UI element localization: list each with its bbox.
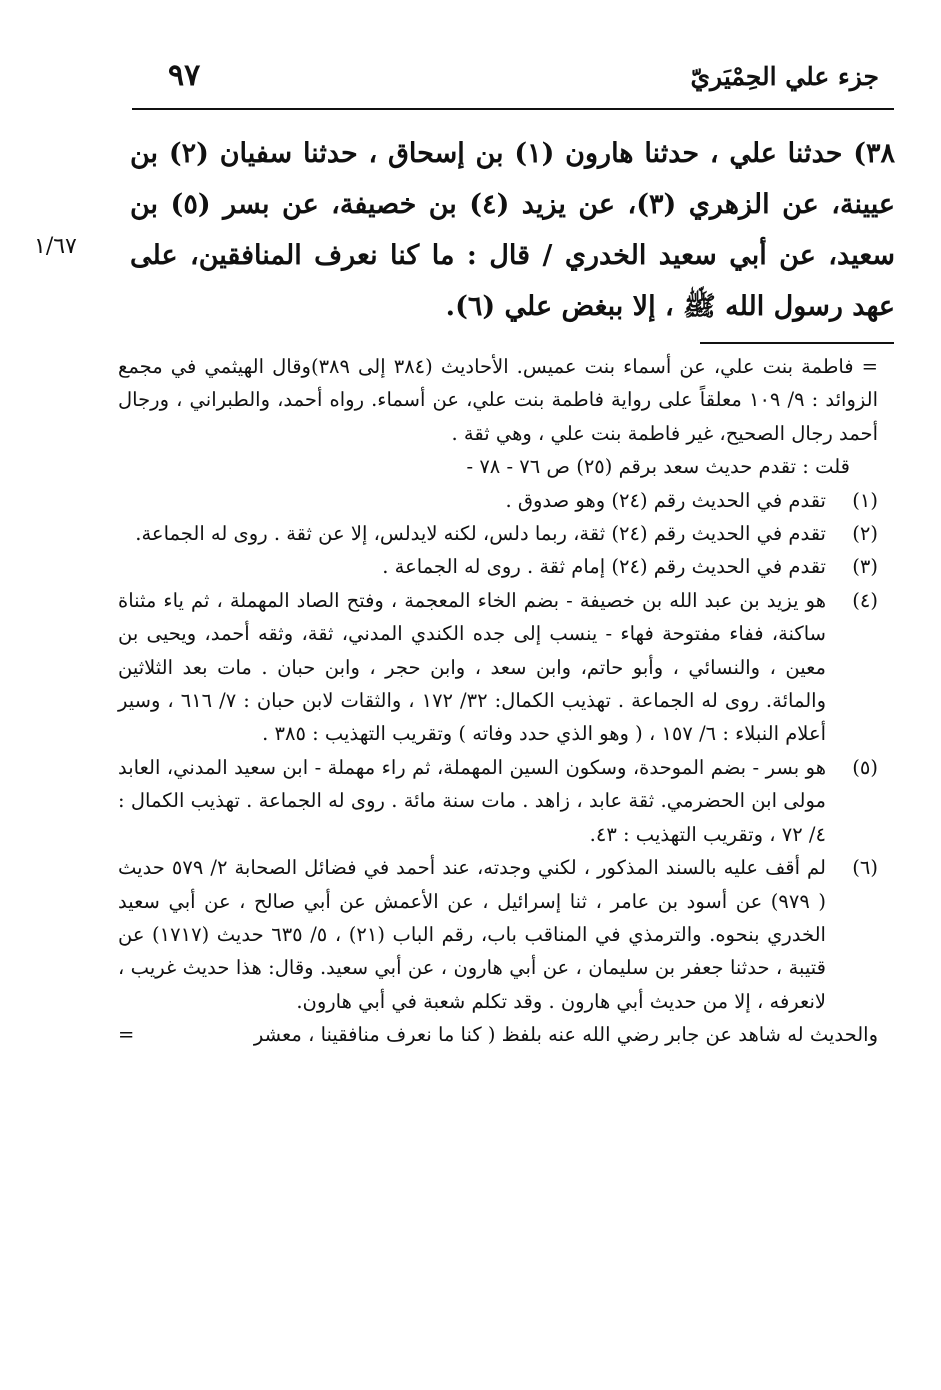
footnotes-section <box>118 350 878 1052</box>
footnote-continuation: = فاطمة بنت علي، عن أسماء بنت عميس. الأحاديث (٣٨٤ إلى ٣٨٩)وقال الهيثمي في مجمع الزوائد : ٩/ ١٠٩ معلقاً على رواية فاطمة بنت علي، عن أسماء. رواه أحمد، والطبراني ، ورجال أحمد رجال الصحيح، غير فاطمة بنت علي ، وهي ثقة . <box>118 355 879 445</box>
qult-note: قلت : تقدم حديث سعد برقم (٢٥) ص ٧٦ - ٧٨ - <box>466 455 850 479</box>
footnote-text: هو بسر - بضم الموحدة، وسكون السين المهملة، ثم راء مهملة - ابن سعيد المدني، العابد مولى ابن الحضرمي. ثقة عابد ، زاهد . مات سنة مائة . روى له الجماعة . تهذيب الكمال : ٤/ ٧٢ ، وتقريب التهذيب : ٤٣. <box>118 755 826 846</box>
hadith-text: ٣٨) حدثنا علي ، حدثنا هارون (١) بن إسحاق ، حدثنا سفيان (٢) بن عيينة، عن الزهري (٣)، عن يزيد (٤) بن خصيفة، عن بسر (٥) بن سعيد، عن أبي سعيد الخدري / قال : ما كنا نعرف المنافقين، على عهد رسول الله ﷺ ، إلا ببغض علي (٦). <box>130 138 895 322</box>
footnote-text: لم أقف عليه بالسند المذكور ، لكني وجدته، عند أحمد في فضائل الصحابة ٢/ ٥٧٩ حديث ( ٩٧٩) عن أسود بن عامر ، ثنا إسرائيل ، عن الأعمش عن أبي صالح ، عن أبي سعيد الخدري بنحوه. والترمذي في المناقب باب، رقم الباب (٢١) ، ٥/ ٦٣٥ حديث (١٧١٧) عن قتيبة ، حدثنا جعفر بن سليمان ، عن أبي هارون ، عن أبي سعيد. وقال: هذا حديث غريب ، لانعرفه ، إلا من حديث أبي هارون . وقد تكلم شعبة في أبي هارون. <box>118 856 826 1013</box>
footnote-text: هو يزيد بن عبد الله بن خصيفة - بضم الخاء المعجمة ، وفتح الصاد المهملة ، ثم ياء مثناة ساكنة، ففاء مفتوحة فهاء - ينسب إلى جده الكندي المدني، ثقة، وثقه أحمد، ويحيى بن معين ، والنسائي ، وأبو حاتم، وابن سعد ، وابن حجر ، وابن حبان . مات بعد الثلاثين والمائة. روى له الجماعة . تهذيب الكمال: ٣٢/ ١٧٢ ، والثقات لابن حبان : ٧/ ٦١٦ ، وسير أعلام النبلاء : ٦/ ١٥٧ ، ( وهو الذي حدد وفاته ) وتقريب التهذيب : ٣٨٥ . <box>118 588 826 746</box>
footnote-1 <box>118 484 878 517</box>
footnote-3 <box>118 550 878 583</box>
final-line-text: والحديث له شاهد عن جابر رضي الله عنه بلفظ ( كنا ما نعرف منافقينا ، معشر <box>253 1023 878 1047</box>
page-number: ٩٧ <box>168 58 201 93</box>
continuation-mark: = <box>118 1023 135 1047</box>
footnote-5 <box>118 751 878 851</box>
footnote-number: (٤) <box>852 588 878 612</box>
footnote-separator <box>700 342 894 344</box>
manuscript-folio-ref: ١/٦٧ <box>34 234 77 259</box>
footnote-4 <box>118 584 878 751</box>
footnote-text: تقدم في الحديث رقم (٢٤) إمام ثقة . روى له الجماعة . <box>382 555 826 579</box>
footnote-number: (٦) <box>852 856 878 880</box>
footnote-number: (١) <box>852 488 878 512</box>
footnote-number: (٥) <box>852 755 878 779</box>
footnote-number: (٢) <box>852 522 878 546</box>
footnote-text: تقدم في الحديث رقم (٢٤) وهو صدوق . <box>505 488 826 512</box>
footnote-number: (٣) <box>852 555 878 579</box>
footnote-2 <box>118 517 878 550</box>
running-title: جزء علي الحِمْيَريّ <box>690 62 879 91</box>
footnote-final-line <box>118 1018 878 1051</box>
footnote-6 <box>118 851 878 1018</box>
header-rule <box>132 108 894 110</box>
footnote-text: تقدم في الحديث رقم (٢٤) ثقة، ربما دلس، لكنه لايدلس، إلا عن ثقة . روى له الجماعة. <box>135 522 826 546</box>
